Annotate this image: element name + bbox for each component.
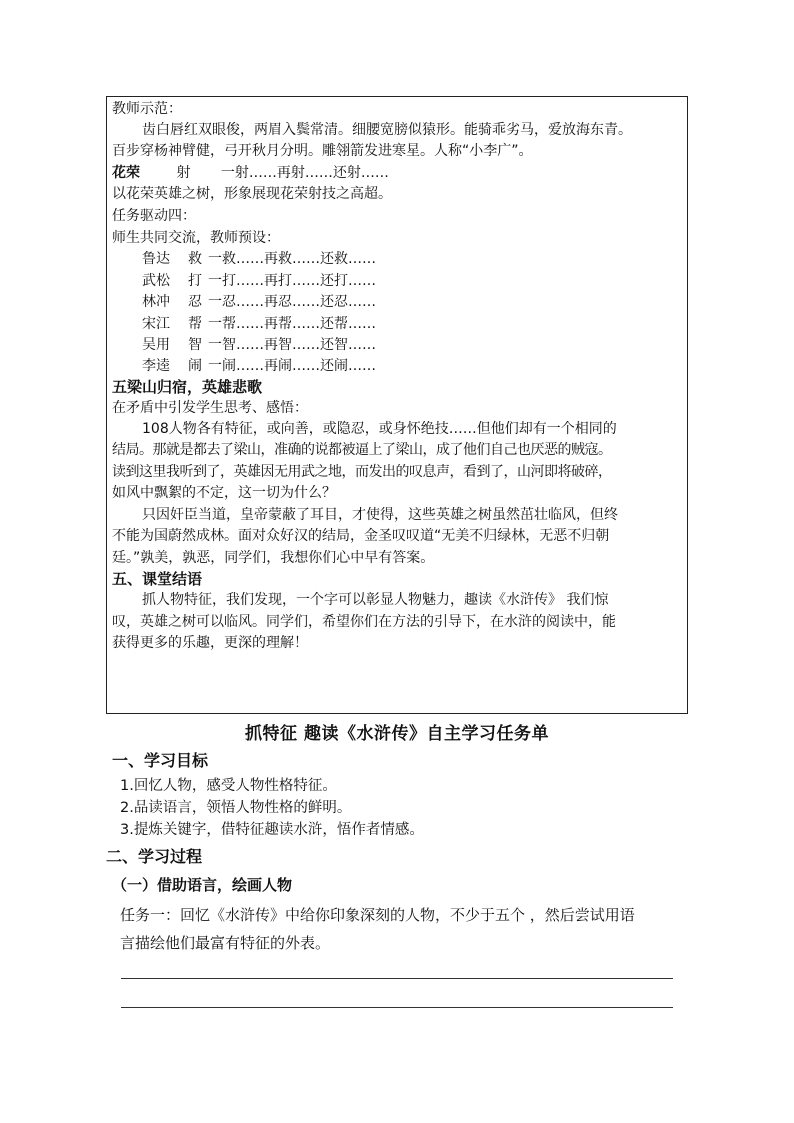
section-heading: 五梁山归宿，英雄悲歌 (112, 378, 263, 396)
text-line: 百步穿杨神臂健，弓开秋月分明。雕翎箭发进寒星。人称“小李广”。 (112, 143, 533, 159)
section-heading: 五、课堂结语 (112, 570, 203, 588)
goal-item: 3.提炼关键字，借特征趣读水浒，悟作者情感。 (120, 822, 424, 838)
text-line: 齿白唇红双眼俊，两眉入鬓常清。细腰宽膀似猿形。能骑乖劣马，爱放海东青。 (142, 122, 632, 138)
hero-row: 武松 打 一打……再打……还打…… (142, 273, 376, 289)
subsection-heading: （一）借助语言，绘画人物 (112, 876, 293, 894)
text-line: 只因奸臣当道，皇帝蒙蔽了耳目，才使得，这些英雄之树虽然茁壮临风，但终 (142, 507, 618, 523)
text-line: 不能为国蔚然成林。面对众好汉的结局，金圣叹叹道“无美不归绿林，无恶不归朝 (112, 528, 610, 544)
text-line: 任务驱动四： (112, 208, 196, 224)
goal-item: 2.品读语言，领悟人物性格的鲜明。 (120, 800, 352, 816)
text-line: 师生共同交流，教师预设： (112, 230, 280, 246)
hero-name: 花荣 (112, 165, 140, 181)
hero-row: 鲁达 救 一救……再救……还救…… (142, 251, 376, 267)
hero-row: 李逵 闹 一闹……再闹……还闹…… (142, 358, 376, 374)
goal-item: 1.回忆人物，感受人物性格特征。 (120, 778, 337, 794)
text-line: 教师示范： (112, 101, 182, 117)
text-line: 如风中飘絮的不定，这一切为什么？ (112, 485, 336, 501)
hero-row: 林冲 忍 一忍……再忍……还忍…… (142, 294, 376, 310)
section-heading: 二、学习过程 (106, 847, 203, 866)
hua-rong-line (112, 163, 389, 183)
text-line: 廷。”孰美，孰恶，同学们，我想你们心中早有答案。 (112, 550, 435, 566)
text-line: 获得更多的乐趣，更深的理解！ (112, 635, 308, 651)
text-line: 叹，英雄之树可以临风。同学们，希望你们在方法的引导下，在水浒的阅读中，能 (112, 614, 616, 630)
section-heading: 一、学习目标 (112, 751, 209, 770)
text-line: 在矛盾中引发学生思考、感悟： (112, 400, 308, 416)
hero-row: 吴用 智 一智……再智……还智…… (142, 337, 376, 353)
text-line: 以花荣英雄之树，形象展现花荣射技之高超。 (112, 186, 392, 202)
worksheet-title: 抓特征 趣读《水浒传》自主学习任务单 (245, 724, 549, 744)
task-text: 言描绘他们最富有特征的外表。 (120, 934, 331, 952)
text-line: 读到这里我听到了，英雄因无用武之地，而发出的叹息声，看到了，山河即将破碎， (112, 464, 612, 480)
hero-phrase: 一射……再射……还射…… (220, 165, 389, 181)
text-line: 抓人物特征，我们发现，一个字可以彰显人物魅力，趣读《水浒传》 我们惊 (142, 592, 609, 608)
answer-line[interactable] (121, 1007, 673, 1008)
hero-row: 宋江 帮 一帮……再帮……还帮…… (142, 316, 376, 332)
text-line: 108人物各有特征，或向善，或隐忍，或身怀绝技……但他们却有一个相同的 (142, 421, 617, 437)
task-text: 任务一：回忆《水浒传》中给你印象深刻的人物，不少于五个 ，然后尝试用语 (120, 906, 635, 924)
answer-line[interactable] (121, 978, 673, 979)
text-line: 结局。那就是都去了梁山，准确的说都被逼上了梁山，成了他们自己也厌恶的贼寇。 (112, 442, 612, 458)
hero-char: 射 (176, 165, 191, 181)
